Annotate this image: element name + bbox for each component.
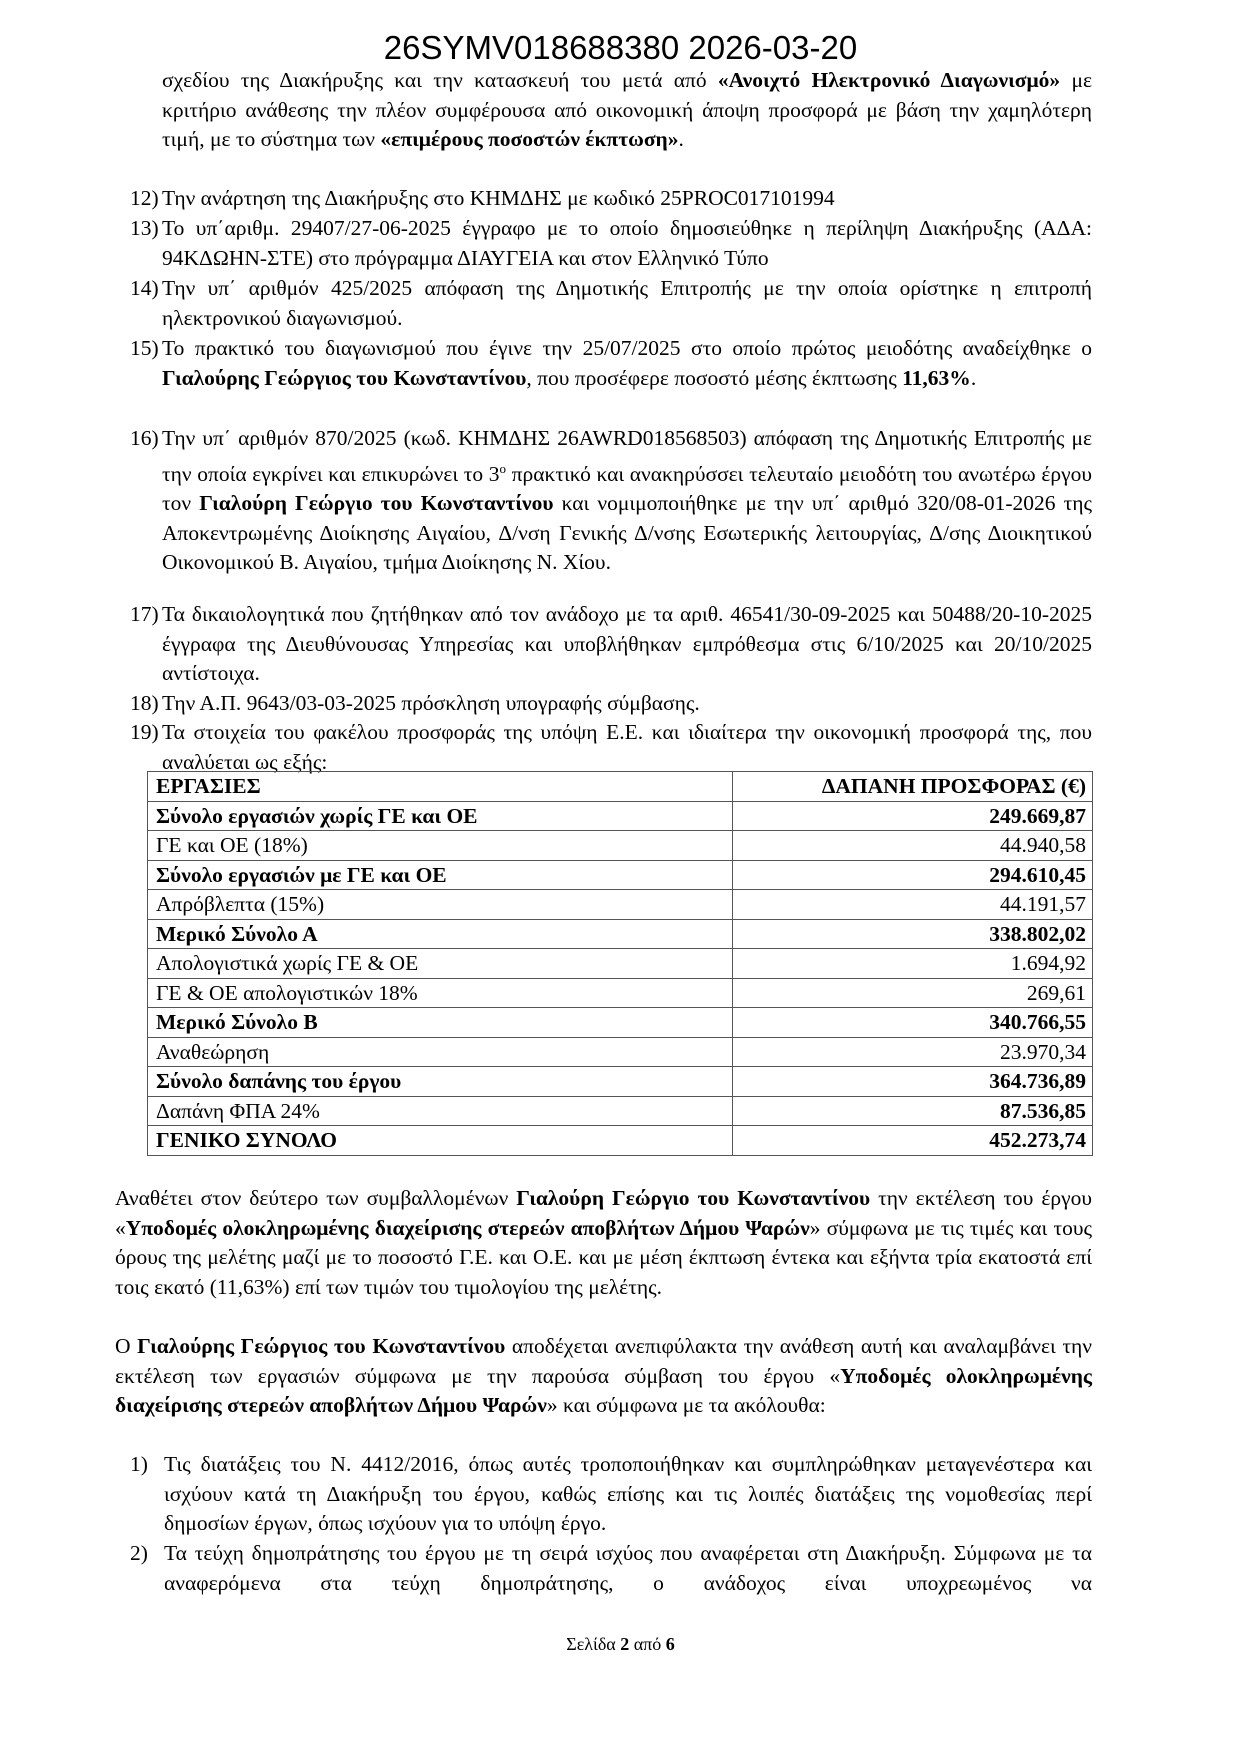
contractor-name: Γιαλούρη Γεώργιο του Κωνσταντίνου bbox=[516, 1186, 871, 1210]
table-row: Σύνολο εργασιών χωρίς ΓΕ και ΟΕ 249.669,87 bbox=[148, 801, 1093, 831]
procedure-type: «Ανοιχτό Ηλεκτρονικό Διαγωνισμό» bbox=[717, 68, 1061, 92]
total-pages: 6 bbox=[665, 1634, 675, 1654]
list-item-12: 12) Την ανάρτηση της Διακήρυξης στο ΚΗΜΔΗΣ με κωδικό 25PROC017101994 bbox=[130, 186, 835, 210]
table-header-row bbox=[148, 772, 1093, 802]
list-item-14: 14) Την υπ΄ αριθμόν 425/2025 απόφαση της Δημοτικής Επιτροπής με την οποία ορίστηκε η επιτροπή ηλεκτρονικού διαγωνισμού. bbox=[130, 276, 1092, 330]
document-stamp-header: 26SYMV018688380 2026-03-20 bbox=[383, 29, 858, 66]
table-row: ΓΕ και ΟΕ (18%) 44.940,58 bbox=[148, 831, 1093, 861]
table-row: Απρόβλεπτα (15%) 44.191,57 bbox=[148, 890, 1093, 920]
project-title: Υποδομές ολοκληρωμένης διαχείρισης στερεών αποβλήτων Δήμου Ψαρών bbox=[115, 1363, 1092, 1417]
current-page: 2 bbox=[620, 1634, 630, 1654]
award-paragraph: Αναθέτει στον δεύτερο των συμβαλλομένων Γιαλούρη Γεώργιο του Κωνσταντίνου την εκτέλεση του έργου «Υποδομές ολοκληρωμένης διαχείρισης στερεών αποβλήτων Δήμου Ψαρών» σύμφωνα με τις τιμές και τους όρους της μελέτης μαζί με το ποσοστό Γ.Ε. και Ο.Ε. και με μέση έκπτωση έντεκα και εξήντα τρία εκατοστά επί τοις εκατό (11,63%) επί των τιμών του τιμολογίου της μελέτης. bbox=[115, 1186, 1093, 1299]
table-row: Αναθεώρηση 23.970,34 bbox=[148, 1037, 1093, 1067]
list-item-18: 18) Την Α.Π. 9643/03-03-2025 πρόσκληση υπογραφής σύμβασης. bbox=[130, 691, 700, 715]
list-item-16: 16) Την υπ΄ αριθμόν 870/2025 (κωδ. ΚΗΜΔΗΣ 26AWRD018568503) απόφαση της Δημοτικής Επιτροπής με την οποία εγκρίνει και επικυρώνει το $3^o$ πρακτικό και ανακηρύσσει τελευταίο μειοδότη του ανωτέρω έργου τον Γιαλούρη Γεώργιο του Κωνσταντίνου και νομιμοποιήθηκε με την υπ΄ αριθμό 320/08-01-2026 της Αποκεντρωμένης Διοίκησης Αιγαίου, Δ/νση Γενικής Δ/νσης Εσωτερικής λειτουργίας, Δ/σης Διοικητικού Οικονομικού Β. Αιγαίου, τμήμα Διοίκησης Ν. Χίου. bbox=[130, 426, 1092, 575]
contractor-name: Γιαλούρης Γεώργιος του Κωνσταντίνου bbox=[137, 1334, 506, 1358]
discount-percent: 11,63% bbox=[902, 365, 971, 390]
column-header-works: ΕΡΓΑΣΙΕΣ bbox=[148, 772, 733, 802]
term-item-1: 1) Τις διατάξεις του Ν. 4412/2016, όπως αυτές τροποποιήθηκαν και συμπληρώθηκαν μεταγενέστερα και ισχύουν κατά τη Διακήρυξη του έργου, καθώς επίσης και τις λοιπές διατάξεις της νομοθεσίας περί δημοσίων έργων, όπως ισχύουν για το υπόψη έργο. bbox=[130, 1452, 1092, 1535]
list-item-15: 15) Το πρακτικό του διαγωνισμού που έγινε την 25/07/2025 στο οποίο πρώτος μειοδότης αναδείχθηκε ο Γιαλούρης Γεώργιος του Κωνσταντίνου, που προσέφερε ποσοστό μέσης έκπτωσης 11,63%. bbox=[130, 336, 1092, 390]
project-title: Υποδομές ολοκληρωμένης διαχείρισης στερεών αποβλήτων Δήμου Ψαρών bbox=[125, 1215, 810, 1240]
table-row: Μερικό Σύνολο Α 338.802,02 bbox=[148, 919, 1093, 949]
table-row-grand-total: ΓΕΝΙΚΟ ΣΥΝΟΛΟ 452.273,74 bbox=[148, 1126, 1093, 1156]
table-row: Σύνολο εργασιών με ΓΕ και ΟΕ 294.610,45 bbox=[148, 860, 1093, 890]
intro-paragraph: σχεδίου της Διακήρυξης και την κατασκευή του μετά από «Ανοιχτό Ηλεκτρονικό Διαγωνισμό» με κριτήριο ανάθεσης την πλέον συμφέρουσα από οικονομική άποψη προσφορά με βάση την χαμηλότερη τιμή, με το σύστημα των «επιμέρους ποσοστών έκπτωση». bbox=[162, 68, 1093, 151]
discount-system: «επιμέρους ποσοστών έκπτωση» bbox=[380, 127, 679, 151]
contractor-name: Γιαλούρη Γεώργιο του Κωνσταντίνου bbox=[199, 491, 554, 516]
list-item-17: 17) Τα δικαιολογητικά που ζητήθηκαν από τον ανάδοχο με τα αριθ. 46541/30-09-2025 και 50488/20-10-2025 έγγραφα της Διευθύνουσας Υπηρεσίας και υποβλήθηκαν εμπρόθεσμα στις 6/10/2025 και 20/10/2025 αντίστοιχα. bbox=[130, 602, 1092, 685]
acceptance-paragraph: Ο Γιαλούρης Γεώργιος του Κωνσταντίνου αποδέχεται ανεπιφύλακτα την ανάθεση αυτή και αναλαμβάνει την εκτέλεση των εργασιών σύμφωνα με την παρούσα σύμβαση του έργου «Υποδομές ολοκληρωμένης διαχείρισης στερεών αποβλήτων Δήμου Ψαρών» και σύμφωνα με τα ακόλουθα: bbox=[115, 1334, 1092, 1417]
offer-cost-table bbox=[147, 771, 1093, 1156]
list-item-19: 19) Τα στοιχεία του φακέλου προσφοράς της υπόψη Ε.Ε. και ιδιαίτερα την οικονομική προσφορά της, που αναλύεται ως εξής: bbox=[130, 720, 1092, 774]
table-row: Μερικό Σύνολο Β 340.766,55 bbox=[148, 1008, 1093, 1038]
table-row: Σύνολο δαπάνης του έργου 364.736,89 bbox=[148, 1067, 1093, 1097]
column-header-offer-cost: ΔΑΠΑΝΗ ΠΡΟΣΦΟΡΑΣ (€) bbox=[733, 772, 1093, 802]
bidder-name: Γιαλούρης Γεώργιος του Κωνσταντίνου bbox=[162, 365, 527, 390]
term-item-2: 2) Τα τεύχη δημοπράτησης του έργου με τη σειρά ισχύος που αναφέρεται στη Διακήρυξη. Σύμφωνα με τα αναφερόμενα στα τεύχη δημοπράτησης, ο ανάδοχος είναι υποχρεωμένος να bbox=[130, 1541, 1092, 1595]
table-row: Απολογιστικά χωρίς ΓΕ & ΟΕ 1.694,92 bbox=[148, 949, 1093, 979]
table-row: ΓΕ & ΟΕ απολογιστικών 18% 269,61 bbox=[148, 978, 1093, 1008]
page-number-footer: Σελίδα 2 από 6 bbox=[566, 1634, 675, 1654]
list-item-13: 13) Το υπ΄αριθμ. 29407/27-06-2025 έγγραφο με το οποίο δημοσιεύθηκε η περίληψη Διακήρυξης (ΑΔΑ: 94ΚΔΩΗΝ-ΣΤΕ) στο πρόγραμμα ΔΙΑΥΓΕΙΑ και στον Ελληνικό Τύπο bbox=[130, 216, 1092, 270]
table-row: Δαπάνη ΦΠΑ 24% 87.536,85 bbox=[148, 1096, 1093, 1126]
